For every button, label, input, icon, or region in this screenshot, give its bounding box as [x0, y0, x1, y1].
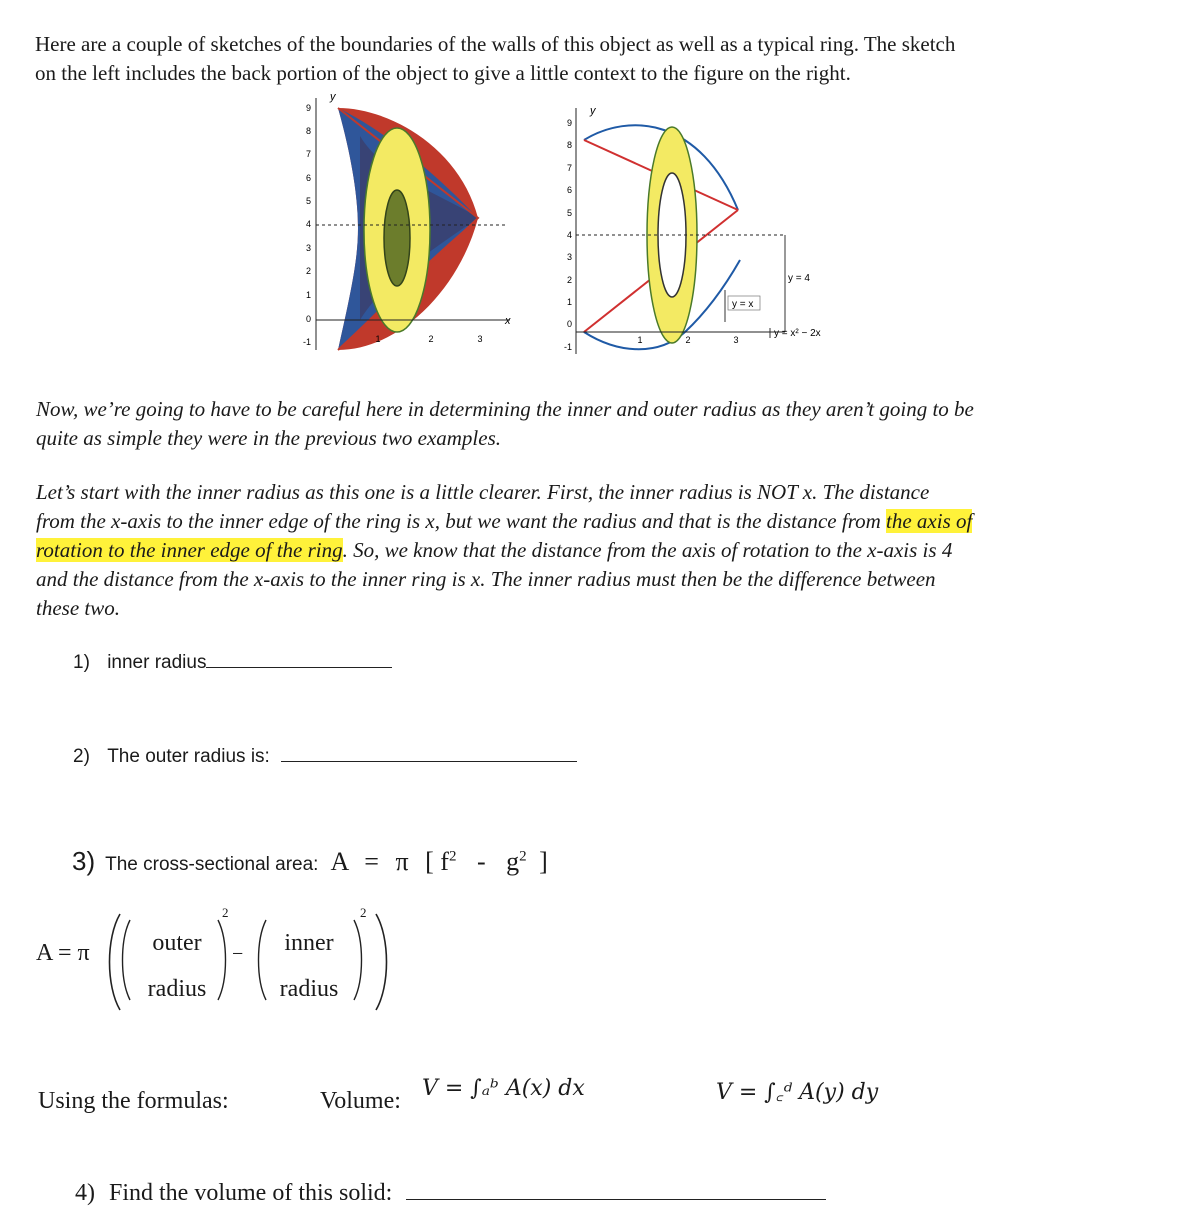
q3-text: The cross-sectional area:: [105, 854, 319, 875]
formula-f-exp: 2: [448, 848, 457, 865]
y-tick: 1: [566, 297, 572, 307]
note-line-2: quite as simple they were in the previous two examples.: [36, 426, 502, 450]
formula-eq: =: [364, 847, 379, 876]
y-axis-label: y: [330, 91, 336, 103]
right-x-ticks: [637, 335, 738, 345]
volume-label: Volume:: [320, 1088, 401, 1114]
area-minus: −: [232, 943, 244, 965]
highlight-rotation: rotation to the inner edge of the ring: [36, 538, 343, 562]
note-paragraph: [36, 395, 974, 453]
question-3: [72, 846, 548, 877]
outer-radius-block: [134, 920, 220, 1012]
y-tick: 6: [566, 185, 572, 195]
label-y-eq-x: y = x: [732, 299, 754, 310]
explain-line-1: Let’s start with the inner radius as this one is a little clearer. First, the inner radius is NOT x. The distance: [36, 480, 930, 504]
formula-minus: -: [476, 847, 486, 876]
y-tick: 6: [305, 173, 311, 183]
x-axis-label: x: [505, 315, 511, 327]
inner-word: inner: [284, 930, 334, 956]
area-lhs: A = π: [36, 940, 90, 966]
q3-number: 3): [72, 846, 96, 876]
ring-inner-ellipse: [384, 190, 410, 286]
question-4: [75, 1180, 826, 1207]
big-paren-left: [110, 914, 121, 1010]
outer-word: outer: [152, 930, 202, 956]
y-tick: 2: [566, 275, 572, 285]
y-tick: 9: [566, 118, 572, 128]
y-tick: 4: [566, 230, 572, 240]
radius-word: radius: [279, 976, 339, 1002]
x-tick: 1: [637, 335, 643, 345]
highlight-axis-of: the axis of: [886, 509, 973, 533]
volume-formula-y: V = ∫꜀ᵈ A(y) dy: [716, 1080, 879, 1105]
q2-text: The outer radius is:: [107, 746, 270, 767]
label-parabola: y = x² − 2x: [774, 328, 821, 339]
y-tick: 1: [305, 290, 311, 300]
big-paren-right: [376, 914, 387, 1010]
y-tick: -1: [302, 337, 311, 347]
inner-paren-right: [354, 920, 362, 1000]
question-2: [73, 746, 577, 768]
q1-text: inner radius: [107, 652, 207, 673]
q4-text: Find the volume of this solid:: [109, 1180, 393, 1206]
right-ring-figure: [560, 100, 850, 362]
y-tick: 0: [566, 319, 572, 329]
explain-line-3: [36, 536, 972, 565]
y-tick: 3: [566, 252, 572, 262]
y-tick: 2: [305, 266, 311, 276]
y-tick: 3: [305, 243, 311, 253]
formula-g: g: [506, 847, 520, 876]
explain-line-5: these two.: [36, 596, 120, 620]
right-y-ticks: [564, 118, 572, 352]
intro-line-1: Here are a couple of sketches of the boundaries of the walls of this object as well as a typical ring. The sketch: [35, 32, 956, 56]
left-solid-figure: [290, 88, 525, 360]
explain-line-4: and the distance from the x-axis to the inner ring is x. The inner radius must then be the difference between: [36, 567, 936, 591]
volume-formula-x: V = ∫ₐᵇ A(x) dx: [422, 1076, 585, 1101]
inner-paren-left: [259, 920, 267, 1000]
x-tick: 3: [477, 334, 483, 344]
formula-f: f: [440, 847, 449, 876]
explain-line-2a: from the x-axis to the inner edge of the ring is x, but we want the radius and that is the distance from: [36, 509, 887, 533]
intro-line-2: on the left includes the back portion of the object to give a little context to the figure on the right.: [35, 61, 851, 85]
inner-exp: 2: [360, 905, 367, 920]
y-tick: 5: [566, 208, 572, 218]
y-tick: 5: [305, 196, 311, 206]
x-tick: 2: [685, 335, 691, 345]
explain-line-3b: . So, we know that the distance from the axis of rotation to the x-axis is 4: [342, 538, 953, 562]
intro-paragraph: [35, 30, 955, 88]
question-1: [73, 652, 392, 674]
y-tick: -1: [563, 342, 572, 352]
formula-g-exp: 2: [519, 848, 527, 865]
formula-pi: π: [395, 847, 409, 876]
q1-answer-blank[interactable]: [206, 666, 392, 668]
y-tick: 7: [305, 149, 311, 159]
explain-paragraph: [36, 478, 972, 623]
y-tick: 0: [305, 314, 311, 324]
x-tick: 3: [733, 335, 739, 345]
q2-number: 2): [73, 746, 90, 767]
y-tick: 4: [305, 219, 311, 229]
left-y-ticks: [303, 103, 311, 347]
outer-paren-left: [123, 920, 131, 1000]
inner-radius-block: [266, 920, 352, 1012]
y-tick: 7: [566, 163, 572, 173]
outer-exp: 2: [222, 905, 229, 920]
formula-A: A: [330, 847, 348, 876]
q4-number: 4): [75, 1180, 95, 1206]
left-x-ticks: [375, 334, 482, 344]
q4-answer-blank[interactable]: [406, 1198, 826, 1200]
y-axis-label: y: [590, 105, 596, 117]
x-tick: 2: [428, 334, 434, 344]
using-formulas-label: Using the formulas:: [38, 1088, 229, 1114]
radius-word: radius: [147, 976, 207, 1002]
q2-answer-blank[interactable]: [281, 760, 577, 762]
explain-line-2: [36, 507, 972, 536]
x-tick: 1: [375, 334, 381, 344]
q3-formula: A = π [ $f^2 - g^2$ ]: [330, 847, 548, 876]
y-tick: 8: [566, 140, 572, 150]
y-tick: 9: [305, 103, 311, 113]
y-tick: 8: [305, 126, 311, 136]
q1-number: 1): [73, 652, 90, 673]
label-y-eq-4: y = 4: [788, 273, 810, 284]
note-line-1: Now, we’re going to have to be careful here in determining the inner and outer radius as they aren’t going to be: [36, 397, 974, 421]
